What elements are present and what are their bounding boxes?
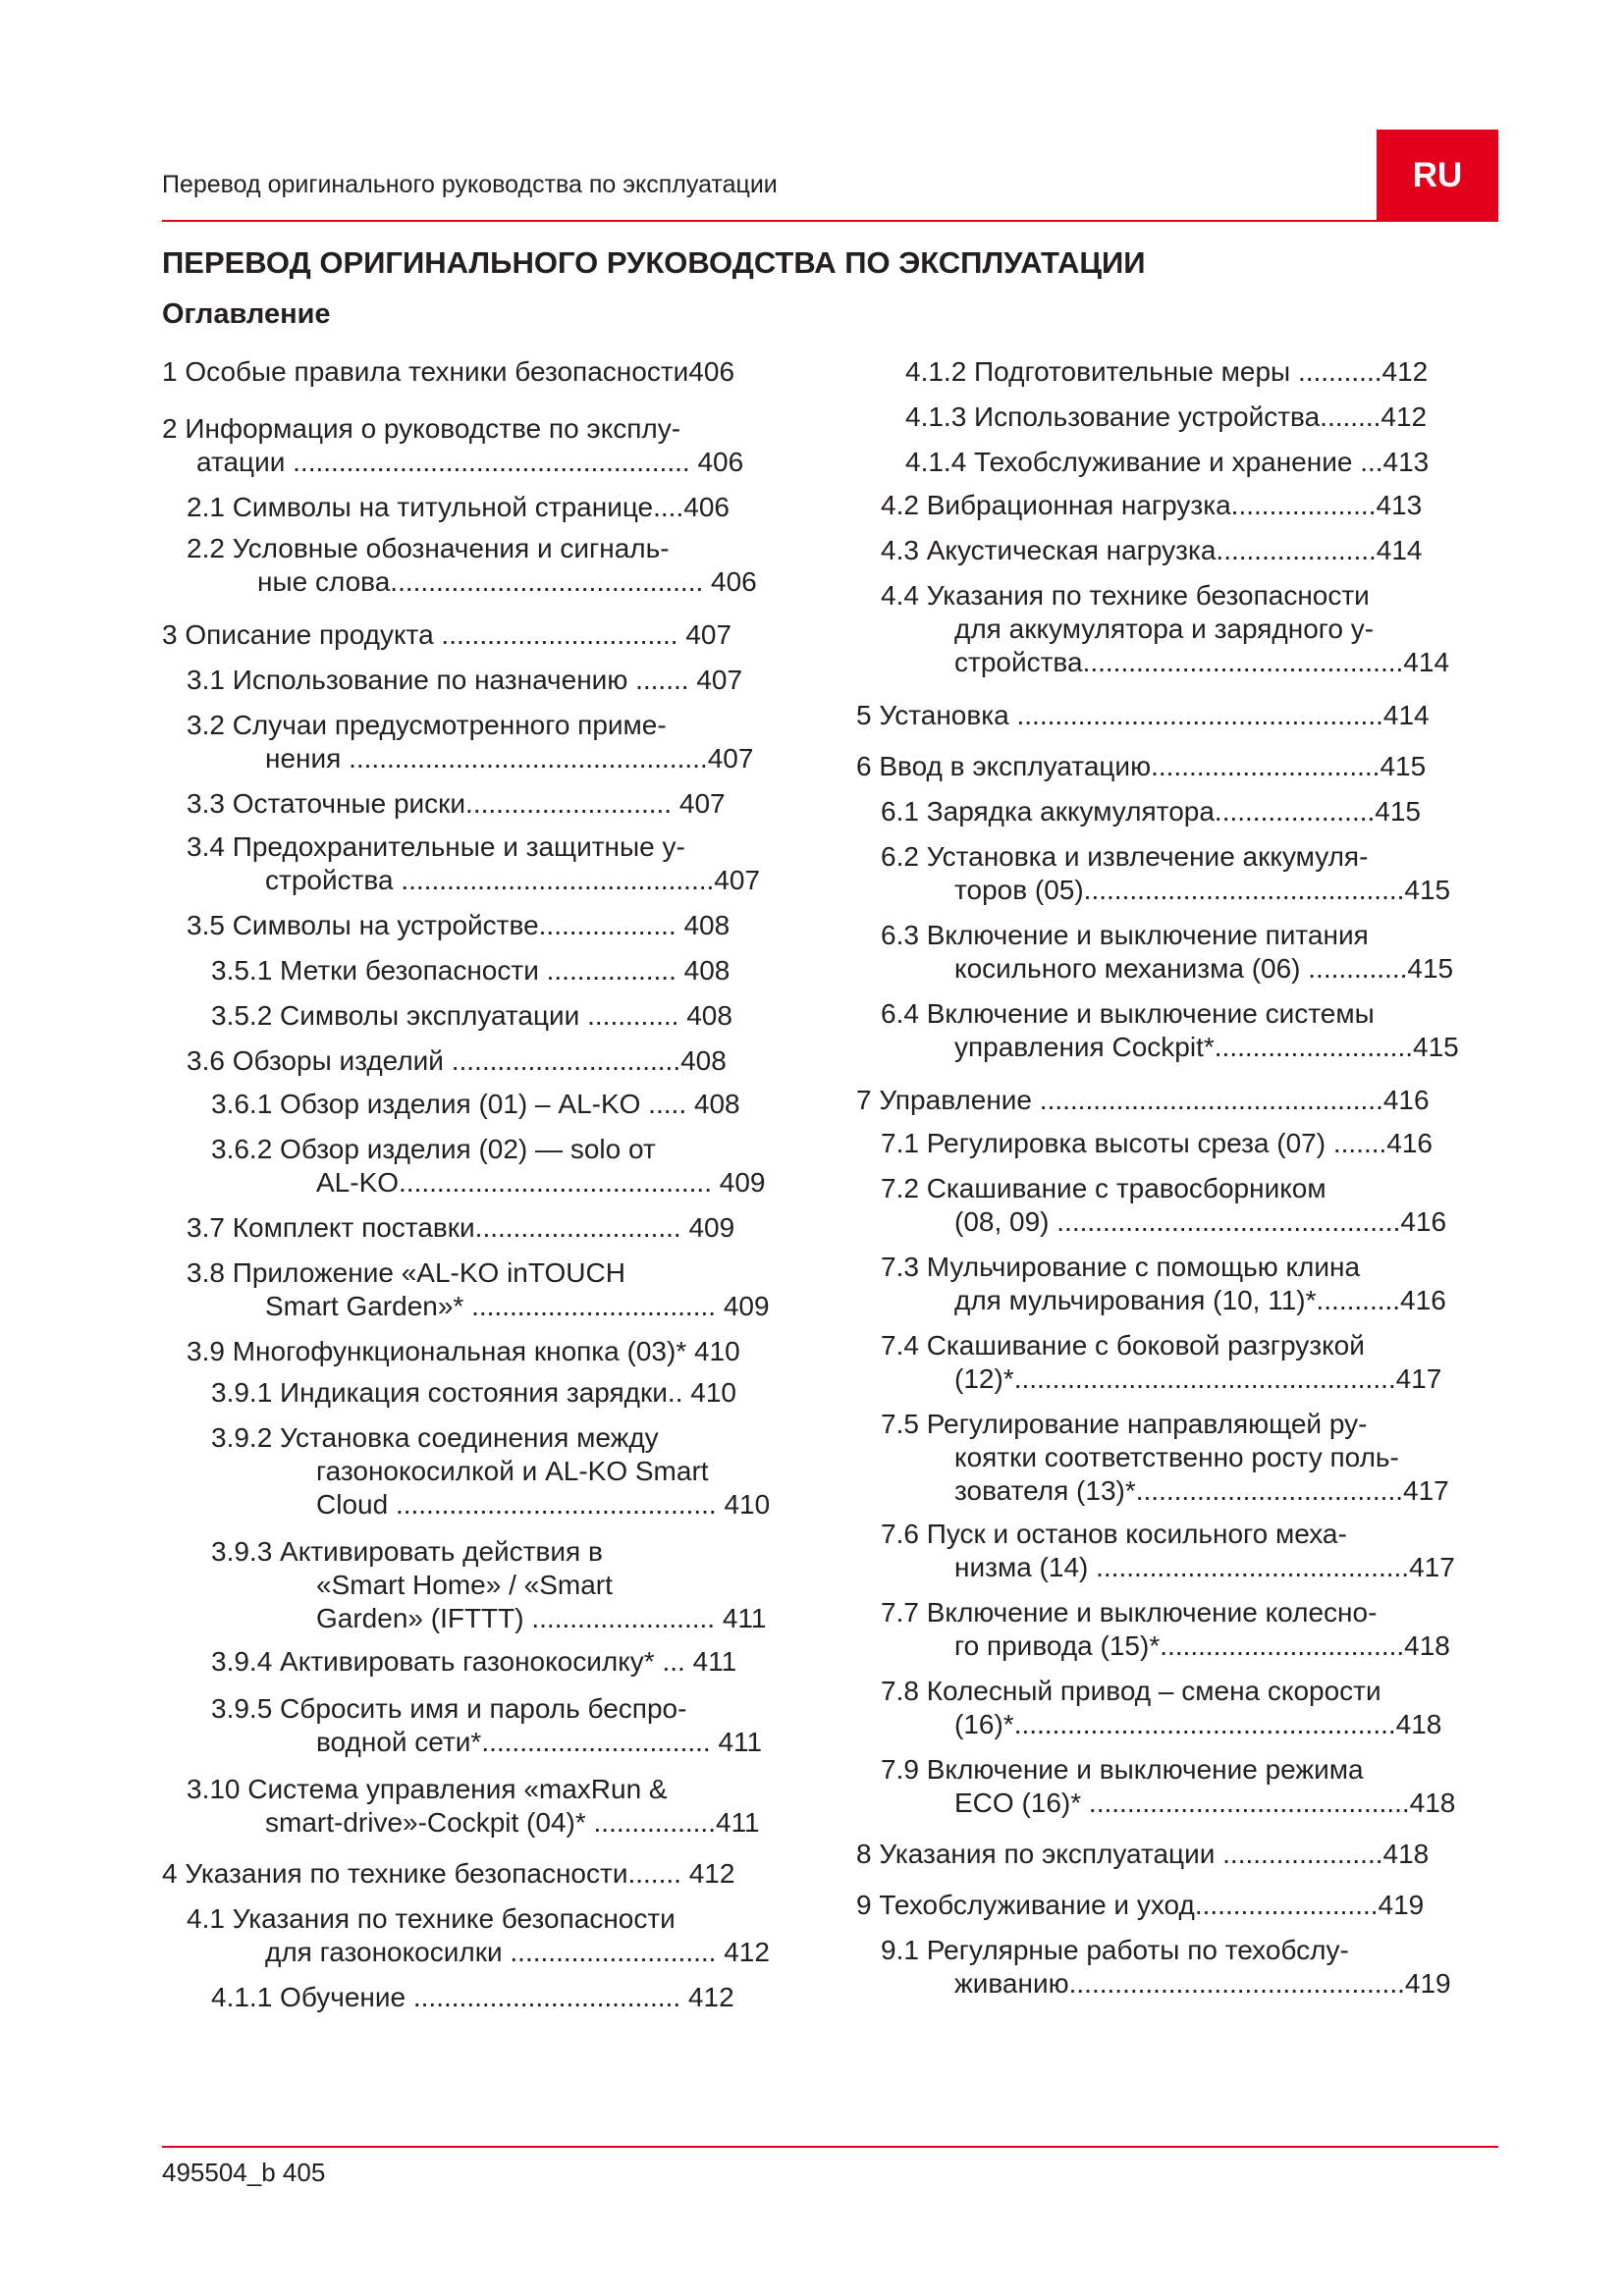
- toc-entry-label: 9.1 Регулярные работы по техобслу-: [881, 1935, 1349, 1965]
- toc-entry[interactable]: [162, 1133, 810, 1200]
- toc-column-right: [856, 355, 1496, 2001]
- toc-entry-label: 2.2 Условные обозначения и сигналь-: [187, 533, 670, 563]
- toc-entry-continuation: Cloud .......................................... 410: [316, 1489, 771, 1520]
- toc-entry-label: 3.6.2 Обзор изделия (02) — solo от: [211, 1134, 656, 1164]
- toc-entry-continuation: smart-drive»-Cockpit (04)* ................411: [265, 1807, 760, 1838]
- toc-entry-label: 7.8 Колесный привод – смена скорости: [881, 1676, 1381, 1706]
- toc-entry-label: 3.8 Приложение «AL-KO inTOUCH: [187, 1257, 625, 1288]
- toc-entry-label: 2.1 Символы на титульной странице....406: [187, 492, 730, 522]
- toc-entry-continuation: (08, 09) .............................................416: [954, 1206, 1447, 1237]
- toc-entry[interactable]: [856, 1251, 1496, 1317]
- toc-entry[interactable]: [162, 1044, 810, 1078]
- toc-entry-continuation: для газонокосилки ........................... 412: [265, 1937, 770, 1967]
- toc-entry[interactable]: [162, 618, 810, 652]
- toc-entry[interactable]: [856, 1127, 1496, 1160]
- toc-entry[interactable]: [162, 532, 810, 599]
- toc-entry[interactable]: [856, 1753, 1496, 1820]
- toc-entry-continuation: косильного механизма (06) .............415: [954, 953, 1454, 984]
- toc-entry[interactable]: [856, 1596, 1496, 1663]
- toc-entry-label: 4.1.3 Использование устройства........412: [905, 401, 1428, 432]
- document-title: ПЕРЕВОД ОРИГИНАЛЬНОГО РУКОВОДСТВА ПО ЭКСПЛУАТАЦИИ: [162, 245, 1146, 280]
- toc-entry[interactable]: [856, 1172, 1496, 1239]
- toc-entry[interactable]: [856, 1518, 1496, 1584]
- toc-entry-continuation: коятки соответственно росту поль-: [954, 1442, 1399, 1472]
- toc-entry-continuation: торов (05)..........................................415: [954, 875, 1451, 905]
- toc-entry-continuation: живанию............................................419: [954, 1968, 1451, 1999]
- toc-entry[interactable]: [856, 1838, 1496, 1871]
- toc-entry[interactable]: [856, 997, 1496, 1064]
- toc-entry-label: 3.10 Система управления «maxRun &: [187, 1774, 668, 1804]
- toc-entry-continuation: стройства .........................................407: [265, 865, 761, 895]
- toc-entry-label: 4.1 Указания по технике безопасности: [187, 1903, 676, 1934]
- toc-entry[interactable]: [162, 1088, 810, 1121]
- toc-entry[interactable]: [162, 709, 810, 775]
- toc-entry[interactable]: [162, 1421, 810, 1522]
- toc-entry-label: 3.9 Многофункциональная кнопка (03)* 410: [187, 1336, 740, 1366]
- toc-entry-continuation: низма (14) .........................................417: [954, 1552, 1455, 1582]
- toc-entry-continuation: (16)*..................................................418: [954, 1709, 1442, 1739]
- toc-entry[interactable]: [856, 1408, 1496, 1508]
- toc-entry[interactable]: [162, 1535, 810, 1635]
- toc-entry-continuation: Garden» (IFTTT) ........................ 411: [316, 1603, 767, 1633]
- toc-entry-label: 8 Указания по эксплуатации .....................418: [856, 1839, 1430, 1869]
- toc-entry[interactable]: [162, 412, 810, 479]
- toc-entry-continuation: водной сети*.............................. 411: [316, 1727, 763, 1757]
- toc-entry-label: 3.5 Символы на устройстве.................. 408: [187, 910, 731, 940]
- toc-entry-continuation: AL-KO......................................... 409: [316, 1167, 766, 1198]
- toc-entry-continuation: зователя (13)*...................................417: [954, 1475, 1449, 1506]
- toc-entry-label: 7.3 Мульчирование с помощью клина: [881, 1252, 1361, 1282]
- toc-entry-label: 4 Указания по технике безопасности....... 412: [162, 1858, 735, 1889]
- toc-entry-label: 3.9.1 Индикация состояния зарядки.. 410: [211, 1377, 736, 1408]
- toc-entry[interactable]: [856, 699, 1496, 732]
- toc-entry[interactable]: [162, 909, 810, 942]
- toc-entry-label: 3.1 Использование по назначению ....... 407: [187, 665, 743, 695]
- toc-entry[interactable]: [162, 1256, 810, 1323]
- toc-entry-label: 3.3 Остаточные риски........................... 407: [187, 788, 726, 819]
- toc-entry[interactable]: [162, 1692, 810, 1759]
- toc-entry[interactable]: [162, 491, 810, 524]
- toc-entry-continuation: для мульчирования (10, 11)*...........416: [954, 1285, 1446, 1315]
- toc-entry-label: 6.1 Зарядка аккумулятора.....................415: [881, 796, 1421, 827]
- toc-entry-label: 4.1.2 Подготовительные меры ...........412: [905, 356, 1429, 387]
- toc-entry[interactable]: [162, 1773, 810, 1840]
- toc-entry[interactable]: [162, 1857, 810, 1891]
- toc-entry[interactable]: [162, 1981, 810, 2014]
- toc-entry[interactable]: [162, 1376, 810, 1410]
- toc-entry[interactable]: [856, 1329, 1496, 1396]
- toc-entry-label: 4.4 Указания по технике безопасности: [881, 580, 1370, 611]
- toc-entry-label: 7 Управление .............................................416: [856, 1085, 1430, 1115]
- toc-heading: Оглавление: [162, 298, 331, 330]
- toc-entry-continuation: «Smart Home» / «Smart: [316, 1570, 613, 1600]
- toc-entry-label: 7.6 Пуск и останов косильного меха-: [881, 1519, 1347, 1549]
- toc-entry-label: 3.5.1 Метки безопасности ................. 408: [211, 955, 731, 986]
- toc-entry[interactable]: [162, 1335, 810, 1368]
- toc-entry-label: 3.6.1 Обзор изделия (01) – AL-KO ..... 408: [211, 1089, 740, 1119]
- toc-entry-label: 7.1 Регулировка высоты среза (07) .......416: [881, 1128, 1433, 1158]
- toc-entry-label: 7.5 Регулирование направляющей ру-: [881, 1409, 1368, 1439]
- toc-entry[interactable]: [856, 579, 1496, 679]
- toc-entry-label: 1 Особые правила техники безопасности406: [162, 356, 735, 387]
- toc-entry-label: 3.5.2 Символы эксплуатации ............ 408: [211, 1000, 732, 1031]
- toc-entry-continuation: стройства..........................................414: [954, 647, 1450, 677]
- toc-entry-label: 7.2 Скашивание с травосборником: [881, 1173, 1326, 1203]
- toc-entry[interactable]: [856, 1084, 1496, 1117]
- toc-entry[interactable]: [856, 446, 1496, 479]
- toc-entry-label: 2 Информация о руководстве по эксплу-: [162, 413, 681, 444]
- toc-entry[interactable]: [162, 830, 810, 897]
- toc-entry-continuation: газонокосилкой и AL-KO Smart: [316, 1456, 709, 1486]
- toc-entry-continuation: нения ...............................................407: [265, 743, 754, 774]
- toc-entry-continuation: го привода (15)*................................418: [954, 1630, 1450, 1661]
- toc-entry-continuation: (12)*..................................................417: [954, 1363, 1442, 1394]
- toc-entry[interactable]: [856, 489, 1496, 522]
- toc-entry-label: 4.2 Вибрационная нагрузка...................413: [881, 490, 1423, 520]
- toc-entry[interactable]: [856, 1889, 1496, 1922]
- toc-entry-label: 3.9.5 Сбросить имя и пароль беспро-: [211, 1693, 687, 1724]
- toc-entry-continuation: для аккумулятора и зарядного у-: [954, 614, 1375, 644]
- toc-entry-label: 6.4 Включение и выключение системы: [881, 998, 1375, 1029]
- running-title: Перевод оригинального руководства по эксплуатации: [162, 171, 778, 198]
- toc-entry-label: 6 Ввод в эксплуатацию..............................415: [856, 751, 1427, 781]
- toc-entry-label: 9 Техобслуживание и уход........................419: [856, 1890, 1425, 1920]
- header-divider: [162, 220, 1498, 222]
- toc-entry[interactable]: [856, 534, 1496, 567]
- toc-entry-continuation: управления Cockpit*..........................415: [954, 1032, 1459, 1062]
- toc-entry[interactable]: [162, 355, 810, 389]
- toc-entry-label: 3 Описание продукта ............................... 407: [162, 619, 732, 650]
- page-footer: 495504_b 405: [162, 2158, 326, 2187]
- toc-entry-label: 3.9.2 Установка соединения между: [211, 1422, 659, 1453]
- toc-entry-continuation: Smart Garden»* ................................ 409: [265, 1291, 770, 1321]
- toc-entry-label: 7.7 Включение и выключение колесно-: [881, 1597, 1378, 1628]
- toc-entry-continuation: атации .................................................... 406: [196, 447, 744, 477]
- toc-entry[interactable]: [856, 840, 1496, 907]
- toc-entry[interactable]: [856, 1675, 1496, 1741]
- toc-entry[interactable]: [162, 787, 810, 821]
- toc-entry-label: 3.6 Обзоры изделий ..............................408: [187, 1045, 727, 1076]
- toc-entry-label: 3.4 Предохранительные и защитные у-: [187, 831, 685, 862]
- toc-column-left: [162, 355, 810, 2014]
- toc-entry-label: 5 Установка ................................................414: [856, 700, 1430, 730]
- toc-entry-label: 4.1.1 Обучение ................................... 412: [211, 1982, 734, 2012]
- toc-entry[interactable]: [162, 664, 810, 697]
- toc-entry[interactable]: [856, 795, 1496, 828]
- toc-entry[interactable]: [856, 400, 1496, 434]
- toc-entry-label: 3.7 Комплект поставки........................... 409: [187, 1212, 735, 1243]
- toc-entry[interactable]: [856, 1934, 1496, 2001]
- language-badge: RU: [1377, 130, 1498, 221]
- toc-entry-continuation: ные слова......................................... 406: [257, 566, 757, 597]
- toc-entry-label: 4.1.4 Техобслуживание и хранение ...413: [905, 447, 1430, 477]
- toc-entry-label: 6.2 Установка и извлечение аккумуля-: [881, 841, 1369, 872]
- toc-entry[interactable]: [162, 999, 810, 1033]
- toc-entry-label: 7.4 Скашивание с боковой разгрузкой: [881, 1330, 1365, 1361]
- toc-entry[interactable]: [162, 1645, 810, 1679]
- toc-entry-label: 3.2 Случаи предусмотренного приме-: [187, 710, 667, 740]
- toc-entry[interactable]: [162, 1211, 810, 1245]
- toc-entry-label: 3.9.3 Активировать действия в: [211, 1536, 603, 1567]
- toc-entry-label: 3.9.4 Активировать газонокосилку* ... 411: [211, 1646, 737, 1677]
- toc-entry[interactable]: [162, 1902, 810, 1969]
- footer-divider: [162, 2146, 1498, 2148]
- toc-entry-label: 7.9 Включение и выключение режима: [881, 1754, 1364, 1785]
- toc-entry-label: 4.3 Акустическая нагрузка.....................414: [881, 535, 1423, 565]
- toc-entry[interactable]: [856, 355, 1496, 389]
- toc-entry[interactable]: [856, 919, 1496, 986]
- toc-entry-label: 6.3 Включение и выключение питания: [881, 920, 1369, 950]
- toc-entry-continuation: ECO (16)* ..........................................418: [954, 1788, 1456, 1818]
- toc-entry[interactable]: [162, 954, 810, 988]
- toc-entry[interactable]: [856, 750, 1496, 783]
